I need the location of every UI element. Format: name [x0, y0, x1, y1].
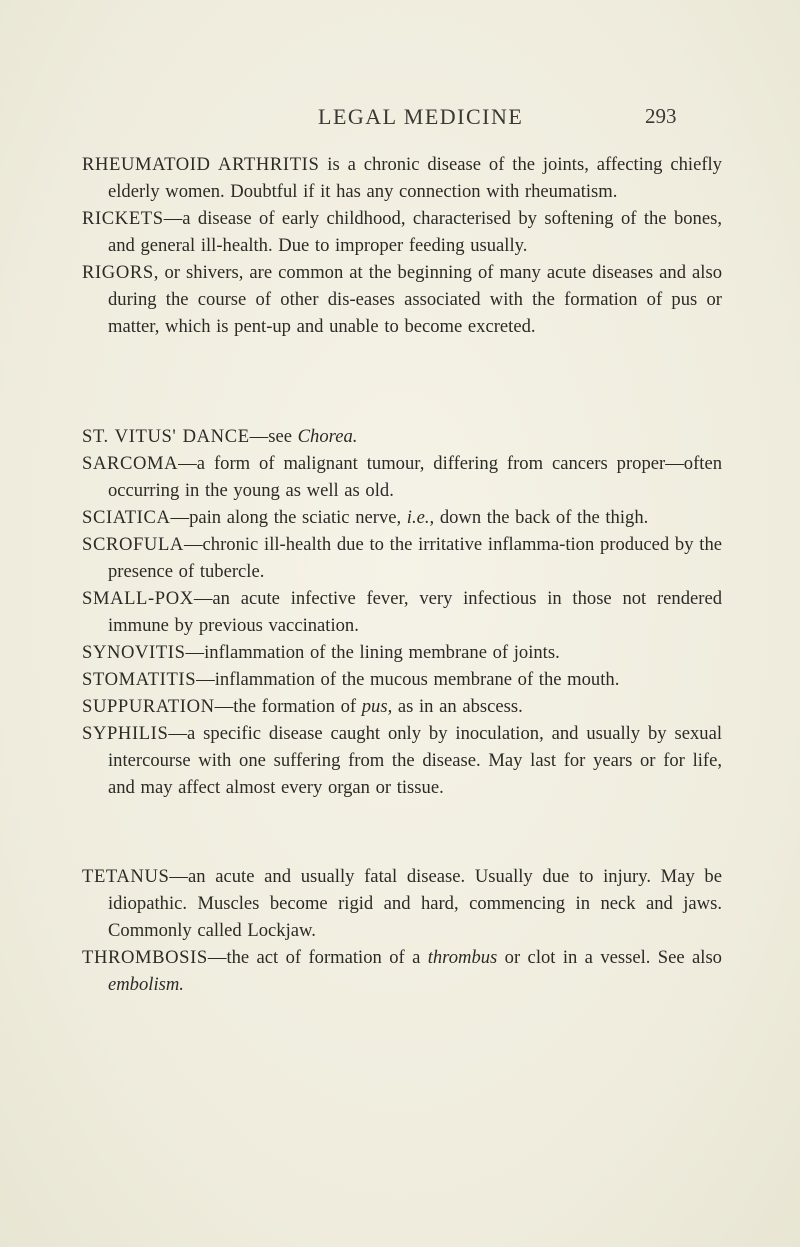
entry-st-vitus-dance: [82, 423, 722, 450]
cross-reference: thrombus: [427, 947, 498, 968]
entry-definition-cont: or clot in a vessel. See also: [497, 947, 722, 968]
entry-term: RICKETS: [82, 208, 164, 229]
entry-tetanus: [82, 863, 722, 944]
entry-definition: inflammation of the mucous membrane of the mouth.: [214, 669, 620, 690]
entry-scrofula: [82, 531, 722, 585]
entry-term: SYNOVITIS: [82, 642, 186, 663]
entry-suppuration: [82, 693, 722, 720]
entry-definition: inflammation of the lining membrane of joints.: [204, 642, 560, 663]
entry-definition: chronic ill-health due to the irritative inflamma-tion produced by the presence of tubercle.: [108, 534, 722, 582]
entry-term: ST. VITUS' DANCE: [82, 426, 250, 447]
entry-term: TETANUS: [82, 866, 170, 887]
entry-syphilis: [82, 720, 722, 801]
glossary-block-r: [82, 151, 722, 340]
entry-term: SCROFULA: [82, 534, 184, 555]
entry-definition: pain along the sciatic nerve,: [189, 507, 407, 528]
entry-definition: an acute infective fever, very infectious in those not rendered immune by previous vaccination.: [108, 588, 722, 636]
page-header: [0, 104, 800, 134]
entry-small-pox: [82, 585, 722, 639]
entry-sciatica: [82, 504, 722, 531]
cross-reference: Chorea.: [297, 426, 358, 447]
glossary-block-t: [82, 863, 722, 998]
italic-term: pus: [361, 696, 388, 717]
entry-definition-cont: , as in an abscess.: [387, 696, 523, 717]
entry-rickets: [82, 205, 722, 259]
entry-definition: an acute and usually fatal disease. Usually due to injury. May be idiopathic. Muscles become rigid and hard, commencing in neck and jaws. Commonly called Lockjaw.: [108, 866, 722, 941]
entry-term: STOMATITIS: [82, 669, 197, 690]
entry-term: RHEUMATOID ARTHRITIS: [82, 154, 320, 175]
cross-reference: embolism.: [108, 974, 184, 995]
entry-term: SMALL-POX: [82, 588, 194, 609]
entry-definition: a disease of early childhood, characterised by softening of the bones, and general ill-health. Due to improper feeding usually.: [108, 208, 722, 256]
entry-term: SUPPURATION: [82, 696, 215, 717]
entry-thrombosis: [82, 944, 722, 998]
italic-abbreviation: i.e.: [406, 507, 430, 528]
entry-term: RIGORS: [82, 262, 154, 283]
entry-definition: , or shivers, are common at the beginning of many acute diseases and also during the course of other dis-eases associated with the formation of pus or matter, which is pent-up and unable to become excreted.: [108, 262, 722, 337]
entry-definition: the act of formation of a: [226, 947, 428, 968]
glossary-block-s: [82, 423, 722, 801]
entry-term: SYPHILIS: [82, 723, 169, 744]
entry-definition: a specific disease caught only by inoculation, and usually by sexual intercourse with one suffering from the disease. May last for years or for life, and may affect almost every organ or tissue.: [108, 723, 722, 798]
entry-synovitis: [82, 639, 722, 666]
entry-stomatitis: [82, 666, 722, 693]
running-title: LEGAL MEDICINE: [318, 104, 524, 129]
entry-definition: is a chronic disease of the joints, affecting chiefly elderly women. Doubtful if it has any connection with rheumatism.: [108, 154, 722, 202]
entry-definition: the formation of: [233, 696, 362, 717]
entry-rigors: [82, 259, 722, 340]
entry-rheumatoid-arthritis: [82, 151, 722, 205]
page-number: 293: [645, 104, 677, 128]
entry-sarcoma: [82, 450, 722, 504]
entry-definition: a form of malignant tumour, differing from cancers proper—often occurring in the young as well as old.: [108, 453, 722, 501]
entry-definition: see: [268, 426, 298, 447]
entry-term: SCIATICA: [82, 507, 171, 528]
entry-definition-cont: , down the back of the thigh.: [429, 507, 649, 528]
entry-term: THROMBOSIS: [82, 947, 208, 968]
entry-term: SARCOMA: [82, 453, 179, 474]
